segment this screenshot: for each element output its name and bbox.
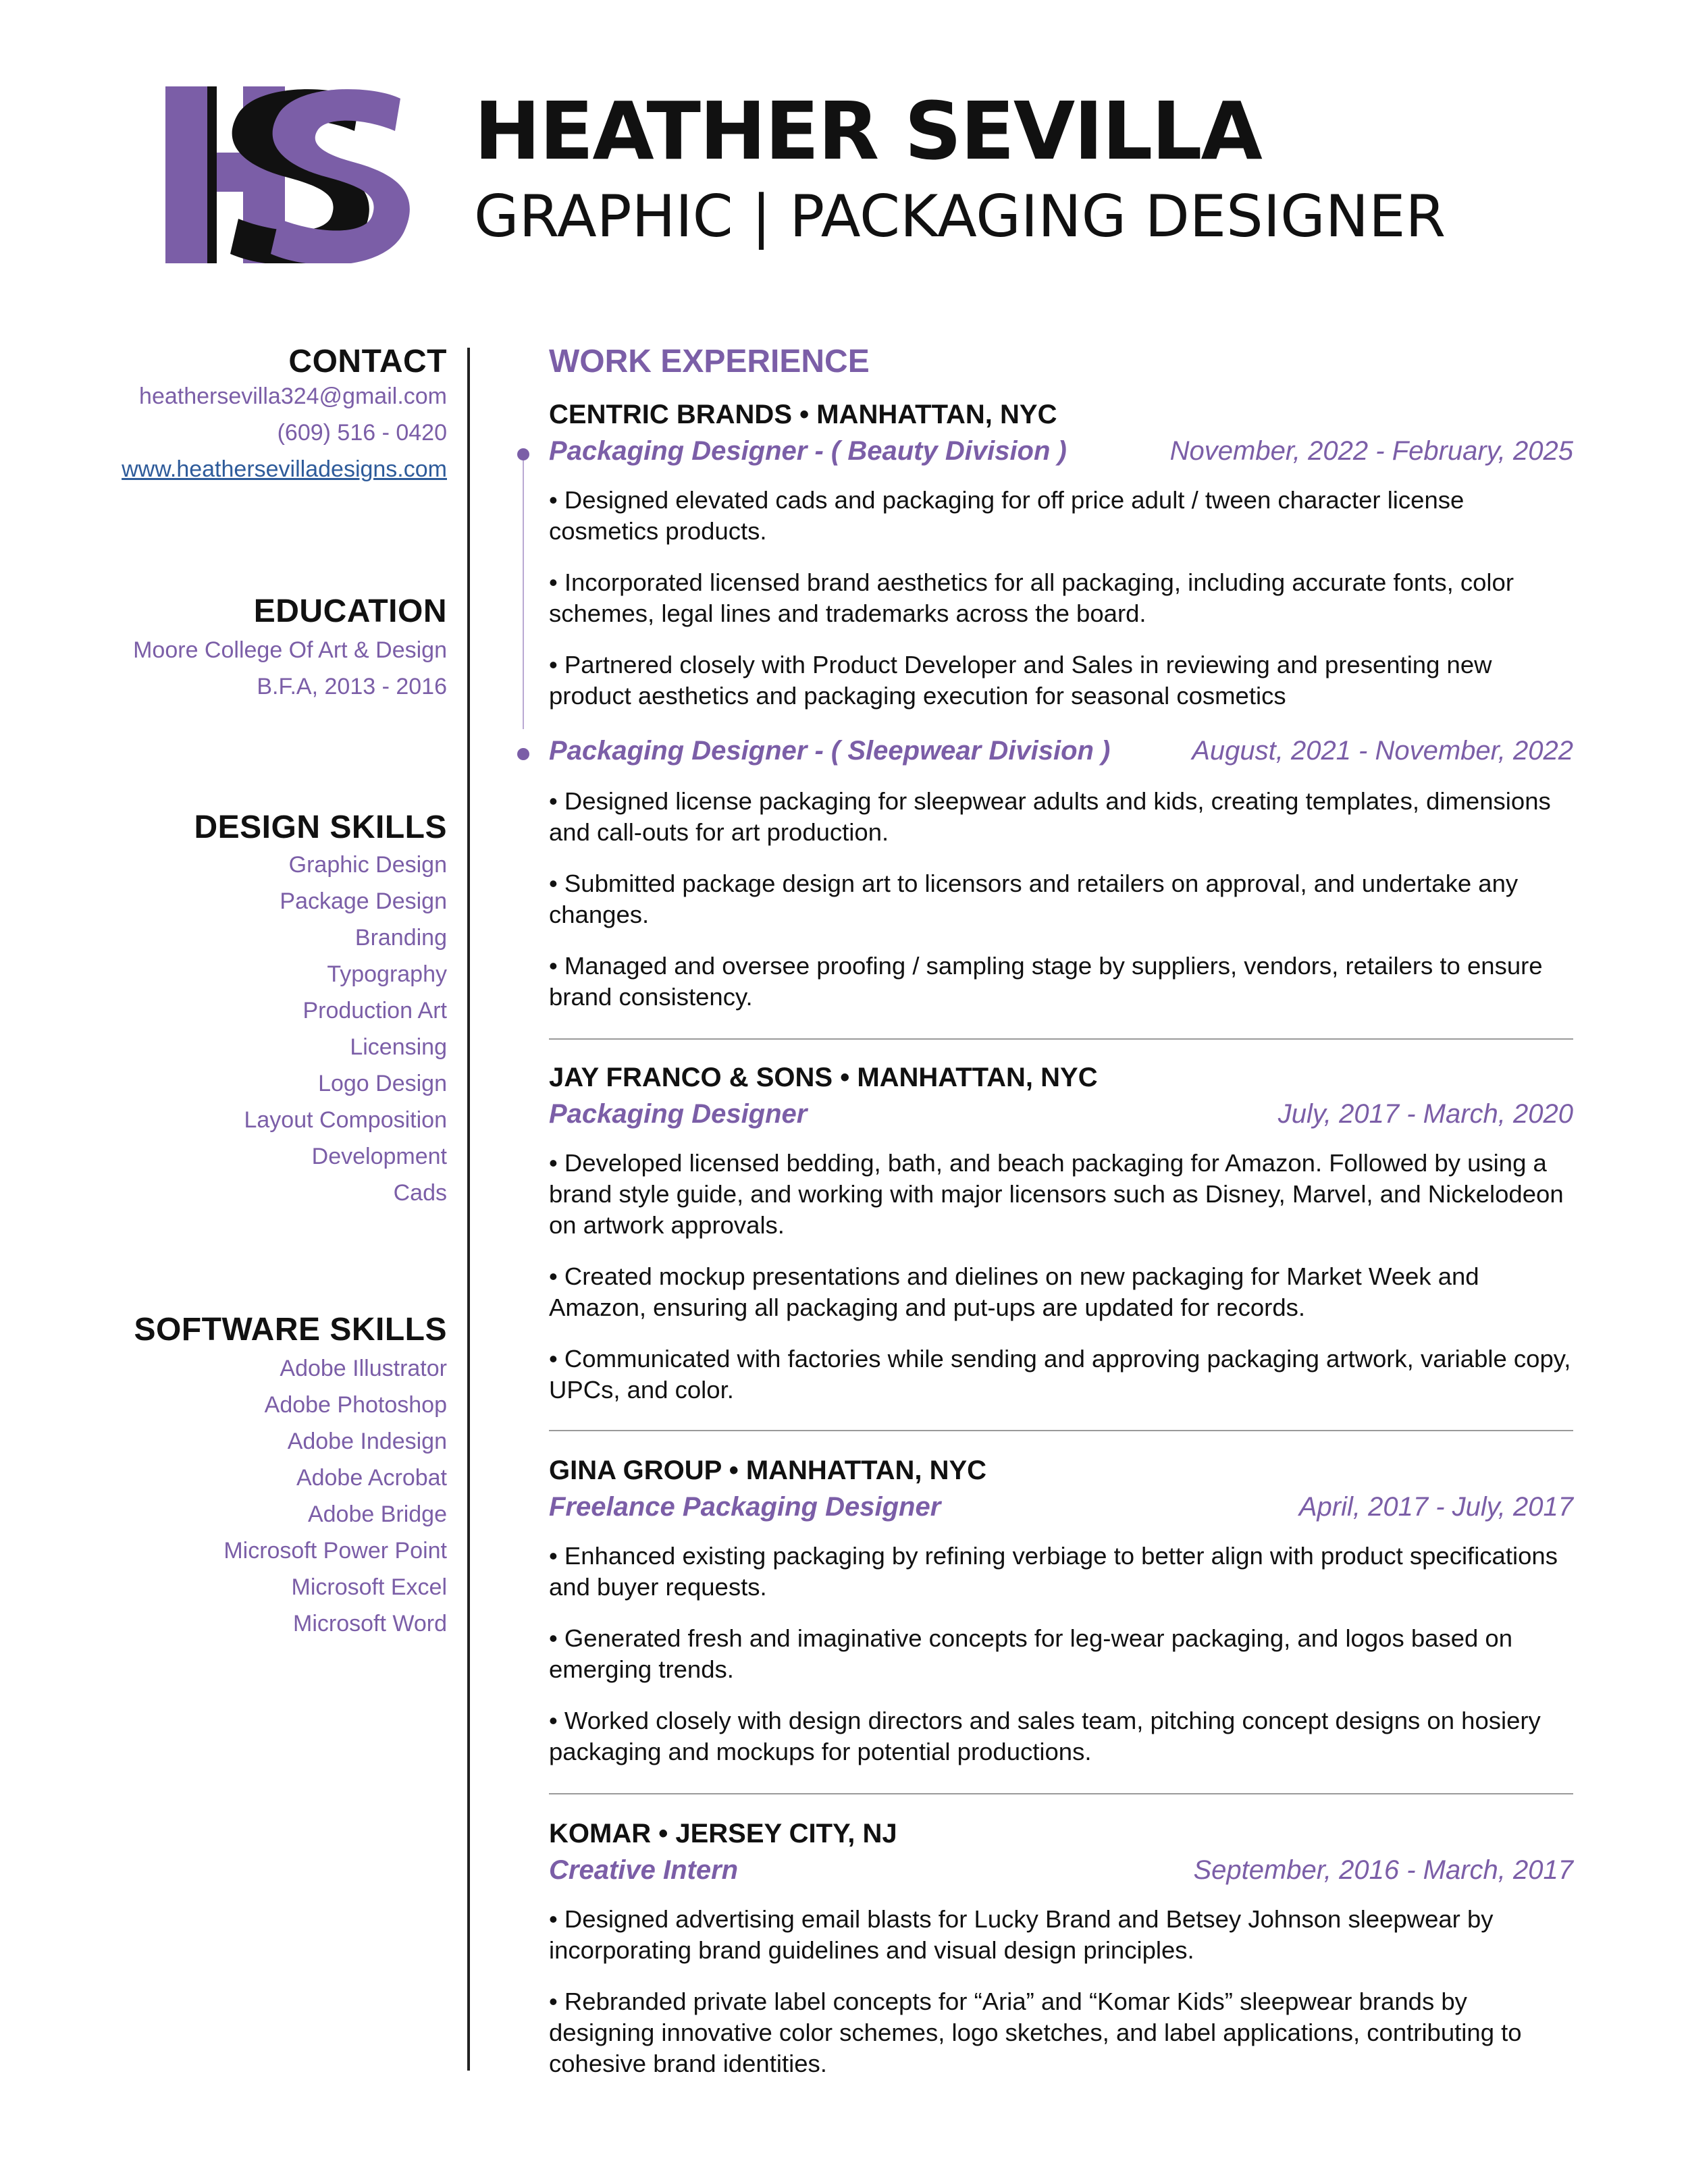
job-bullet: • Designed elevated cads and packaging for off price adult / tween character license cosmetics products. (549, 486, 1465, 545)
job-bullet: • Designed advertising email blasts for Lucky Brand and Betsey Johnson sleepwear by incorporating brand guidelines and visual design principles. (549, 1905, 1494, 1964)
email-text[interactable]: heathersevilla324@gmail.com (139, 383, 447, 409)
job-dates: November, 2022 - February, 2025 (1169, 436, 1573, 466)
timeline-line (523, 459, 524, 729)
timeline-dot (517, 748, 529, 760)
software-skill-item: Adobe Bridge (307, 1501, 447, 1527)
software-skill-item: Adobe Illustrator (280, 1356, 447, 1381)
software-skill-item: Adobe Acrobat (296, 1465, 447, 1491)
contact-heading: CONTACT (288, 344, 447, 379)
design-skill-item: Layout Composition (244, 1107, 447, 1133)
job-role-row (549, 1099, 1573, 1133)
design-skill-item: Development (311, 1144, 447, 1169)
job-dates: September, 2016 - March, 2017 (1193, 1855, 1573, 1885)
degree-text: B.F.A, 2013 - 2016 (257, 674, 447, 699)
job-title: Packaging Designer - ( Beauty Division ) (549, 436, 1067, 466)
section-divider (549, 1038, 1573, 1040)
section-divider (549, 1793, 1573, 1794)
section-divider (549, 1430, 1573, 1431)
monogram-logo (165, 86, 415, 263)
job-title: Freelance Packaging Designer (549, 1492, 941, 1522)
software-skill-item: Adobe Indesign (287, 1429, 447, 1454)
job-bullet: • Developed licensed bedding, bath, and beach packaging for Amazon. Followed by using a brand style guide, and working with major licensors such as Disney, Marvel, and Nickelodeon on artwork approvals. (549, 1149, 1564, 1239)
company-name: GINA GROUP • MANHATTAN, NYC (549, 1456, 987, 1485)
job-bullet: • Rebranded private label concepts for “Aria” and “Komar Kids” sleepwear brands by designing innovative color schemes, logo sketches, and label applications, contributing to cohesive brand identities. (549, 1988, 1522, 2077)
job-role-row (549, 1492, 1573, 1526)
software-skill-item: Microsoft Excel (291, 1574, 447, 1600)
design-skill-item: Package Design (280, 888, 447, 914)
design-skill-item: Logo Design (318, 1071, 447, 1096)
job-bullet: • Managed and oversee proofing / sampling stage by suppliers, vendors, retailers to ensure brand consistency. (549, 952, 1543, 1011)
job-bullet: • Enhanced existing packaging by refining verbiage to better align with product specifications and buyer requests. (549, 1542, 1558, 1601)
job-dates: April, 2017 - July, 2017 (1298, 1492, 1573, 1522)
design-skill-item: Production Art (302, 998, 447, 1023)
job-bullet: • Created mockup presentations and dielines on new packaging for Market Week and Amazon, ensuring all packaging and put-ups are updated for records. (549, 1262, 1479, 1321)
job-role-row (549, 436, 1573, 470)
website-link[interactable]: www.heathersevilladesigns.com (122, 456, 447, 482)
design-skill-item: Typography (327, 961, 447, 987)
job-bullet: • Worked closely with design directors and sales team, pitching concept designs on hosiery packaging and mockups for potential productions. (549, 1707, 1541, 1765)
design-skill-item: Branding (354, 925, 447, 951)
person-name: HEATHER SEVILLA (474, 84, 1261, 178)
work-experience-heading: WORK EXPERIENCE (549, 344, 870, 379)
education-heading: EDUCATION (253, 593, 447, 629)
job-dates: July, 2017 - March, 2020 (1277, 1099, 1573, 1129)
software-skills-heading: SOFTWARE SKILLS (134, 1312, 447, 1348)
design-skills-heading: DESIGN SKILLS (194, 809, 447, 845)
job-bullet: • Incorporated licensed brand aesthetics for all packaging, including accurate fonts, color schemes, legal lines and trademarks across the board. (549, 568, 1514, 627)
design-skill-item: Graphic Design (288, 852, 447, 878)
job-bullet: • Designed license packaging for sleepwear adults and kids, creating templates, dimensions and call-outs for art production. (549, 787, 1551, 846)
company-name: KOMAR • JERSEY CITY, NJ (549, 1819, 897, 1848)
job-role: GRAPHIC | PACKAGING DESIGNER (474, 183, 1446, 250)
company-name: CENTRIC BRANDS • MANHATTAN, NYC (549, 400, 1057, 429)
phone-text: (609) 516 - 0420 (277, 420, 447, 446)
job-title: Creative Intern (549, 1855, 739, 1885)
job-title: Packaging Designer (549, 1099, 808, 1129)
design-skill-item: Licensing (350, 1034, 447, 1060)
design-skill-item: Cads (393, 1180, 447, 1206)
software-skill-item: Microsoft Word (293, 1611, 447, 1636)
job-title: Packaging Designer - ( Sleepwear Division ) (549, 736, 1111, 766)
timeline-dot (517, 448, 529, 460)
job-bullet: • Partnered closely with Product Developer and Sales in reviewing and presenting new product aesthetics and packaging execution for seasonal cosmetics (549, 651, 1492, 710)
vertical-divider (467, 348, 470, 2071)
job-role-row (549, 1855, 1573, 1889)
job-bullet: • Communicated with factories while sending and approving packaging artwork, variable copy, UPCs, and color. (549, 1345, 1571, 1404)
job-bullet: • Generated fresh and imaginative concepts for leg-wear packaging, and logos based on emerging trends. (549, 1624, 1513, 1683)
software-skill-item: Adobe Photoshop (264, 1392, 447, 1418)
software-skill-item: Microsoft Power Point (223, 1538, 447, 1564)
company-name: JAY FRANCO & SONS • MANHATTAN, NYC (549, 1063, 1098, 1092)
job-bullet: • Submitted package design art to licensors and retailers on approval, and undertake any changes. (549, 870, 1519, 928)
job-dates: August, 2021 - November, 2022 (1192, 736, 1573, 766)
job-role-row (549, 736, 1573, 770)
school-name: Moore College Of Art & Design (133, 637, 447, 663)
